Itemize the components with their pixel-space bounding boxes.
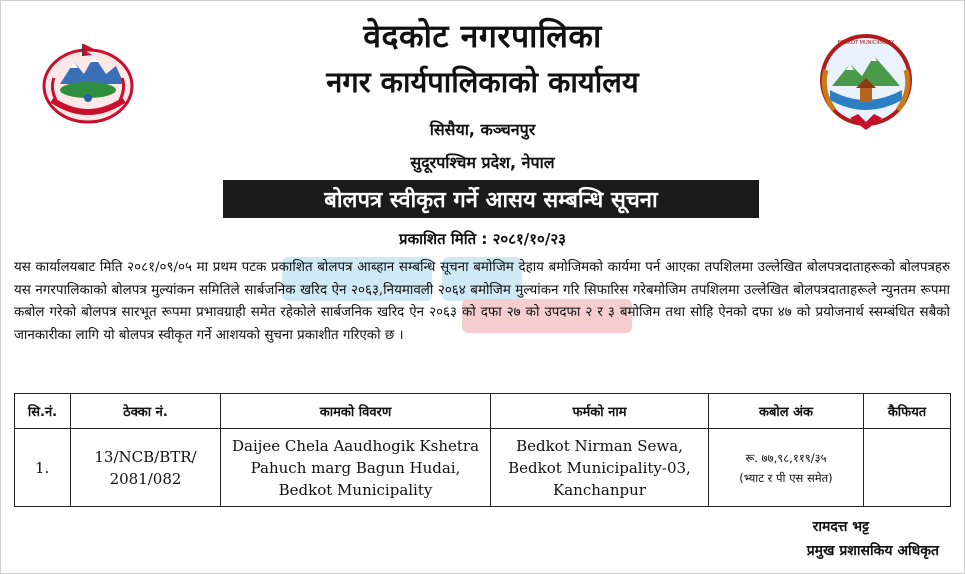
header-bid-amount: कबोल अंक — [709, 394, 864, 429]
header-work-description: कामको विवरण — [221, 394, 491, 429]
signatory-designation: प्रमुख प्रशासकिय अधिकृत — [806, 543, 939, 559]
cell-bid-amount — [709, 429, 864, 507]
firm-line: Kanchanpur — [553, 480, 646, 499]
table-header-row — [15, 394, 951, 429]
description-line: Bedkot Municipality — [278, 480, 433, 499]
logo-ring-text: BEDKOT MUNICIPALITY — [837, 40, 895, 46]
cell-firm-name — [491, 429, 709, 507]
contract-no-line: 2081/082 — [109, 469, 182, 488]
amount-note: (भ्याट र पी एस समेत) — [739, 470, 833, 485]
notice-paragraph: यस कार्यालयबाट मिति २०८१/०९/०५ मा प्रथम पटक प्रकाशित बोलपत्र आब्हान सम्बन्धि सूचना बमोजिम देहाय बमोजिमको कार्यमा पर्न आएका तपशिलमा उल्लेखित बोलपत्रदाताहरूको बोलपत्रहरु यस नगरपालिकाको बोलपत्र मुल्यांकन समितिले सार्बजनिक खरिद ऐन २०६३,नियमावली २०६४ बमोजिम मुल्यांकन गरि सिफारिस गरेबमोजिम तपशिलमा उल्लेखित बोलपत्रदाताहरूले न्युनतम रूपमा कबोल गरेको बोलपत्र सारभूत रूपमा प्रभावग्राही समेत रहेकोले सार्बजनिक खरिद ऐन २०६३ को दफा २७ को उपदफा २ र ३ बमोजिम तथा सोहि ऐनको दफा ४७ को प्रयोजनार्थ स्सम्बंधित सबैको जानकारीका लागि यो बोलपत्र स्वीकृत गर्ने आशयको सुचना प्रकाशीत गरिएको छ । — [14, 260, 950, 343]
table-row — [15, 429, 951, 507]
header-remarks: कैफियत — [864, 394, 951, 429]
cell-serial-no: 1. — [15, 429, 71, 507]
firm-line: Bedkot Nirman Sewa, — [516, 436, 683, 455]
bid-table — [14, 393, 951, 507]
address-line-1: सिसैया, कञ्चनपुर — [429, 120, 536, 139]
firm-line: Bedkot Municipality-03, — [508, 458, 691, 477]
cell-remarks — [864, 429, 951, 507]
cell-work-description — [221, 429, 491, 507]
header-serial-no: सि.नं. — [15, 394, 71, 429]
header-firm-name: फर्मको नाम — [491, 394, 709, 429]
amount-value: रू. ७७,९८,११९/३५ — [745, 450, 827, 465]
description-line: Pahuch marg Bagun Hudai, — [250, 458, 461, 477]
cell-contract-no — [71, 429, 221, 507]
header-contract-no: ठेक्का नं. — [71, 394, 221, 429]
published-date: प्रकाशित मिति : २०८१/१०/२३ — [399, 230, 566, 248]
address-line-2: सुदूरपश्चिम प्रदेश, नेपाल — [410, 153, 555, 172]
office-name: नगर कार्यपालिकाको कार्यालय — [326, 65, 639, 99]
notice-heading: बोलपत्र स्वीकृत गर्ने आसय सम्बन्धि सूचना — [324, 188, 658, 213]
signatory-name: रामदत्त भट्ट — [812, 519, 869, 535]
municipality-name: वेदकोट नगरपालिका — [363, 17, 602, 55]
description-line: Daijee Chela Aaudhogik Kshetra — [231, 436, 480, 455]
contract-no-line: 13/NCB/BTR/ — [94, 447, 197, 466]
notice-heading-bar — [223, 180, 759, 218]
